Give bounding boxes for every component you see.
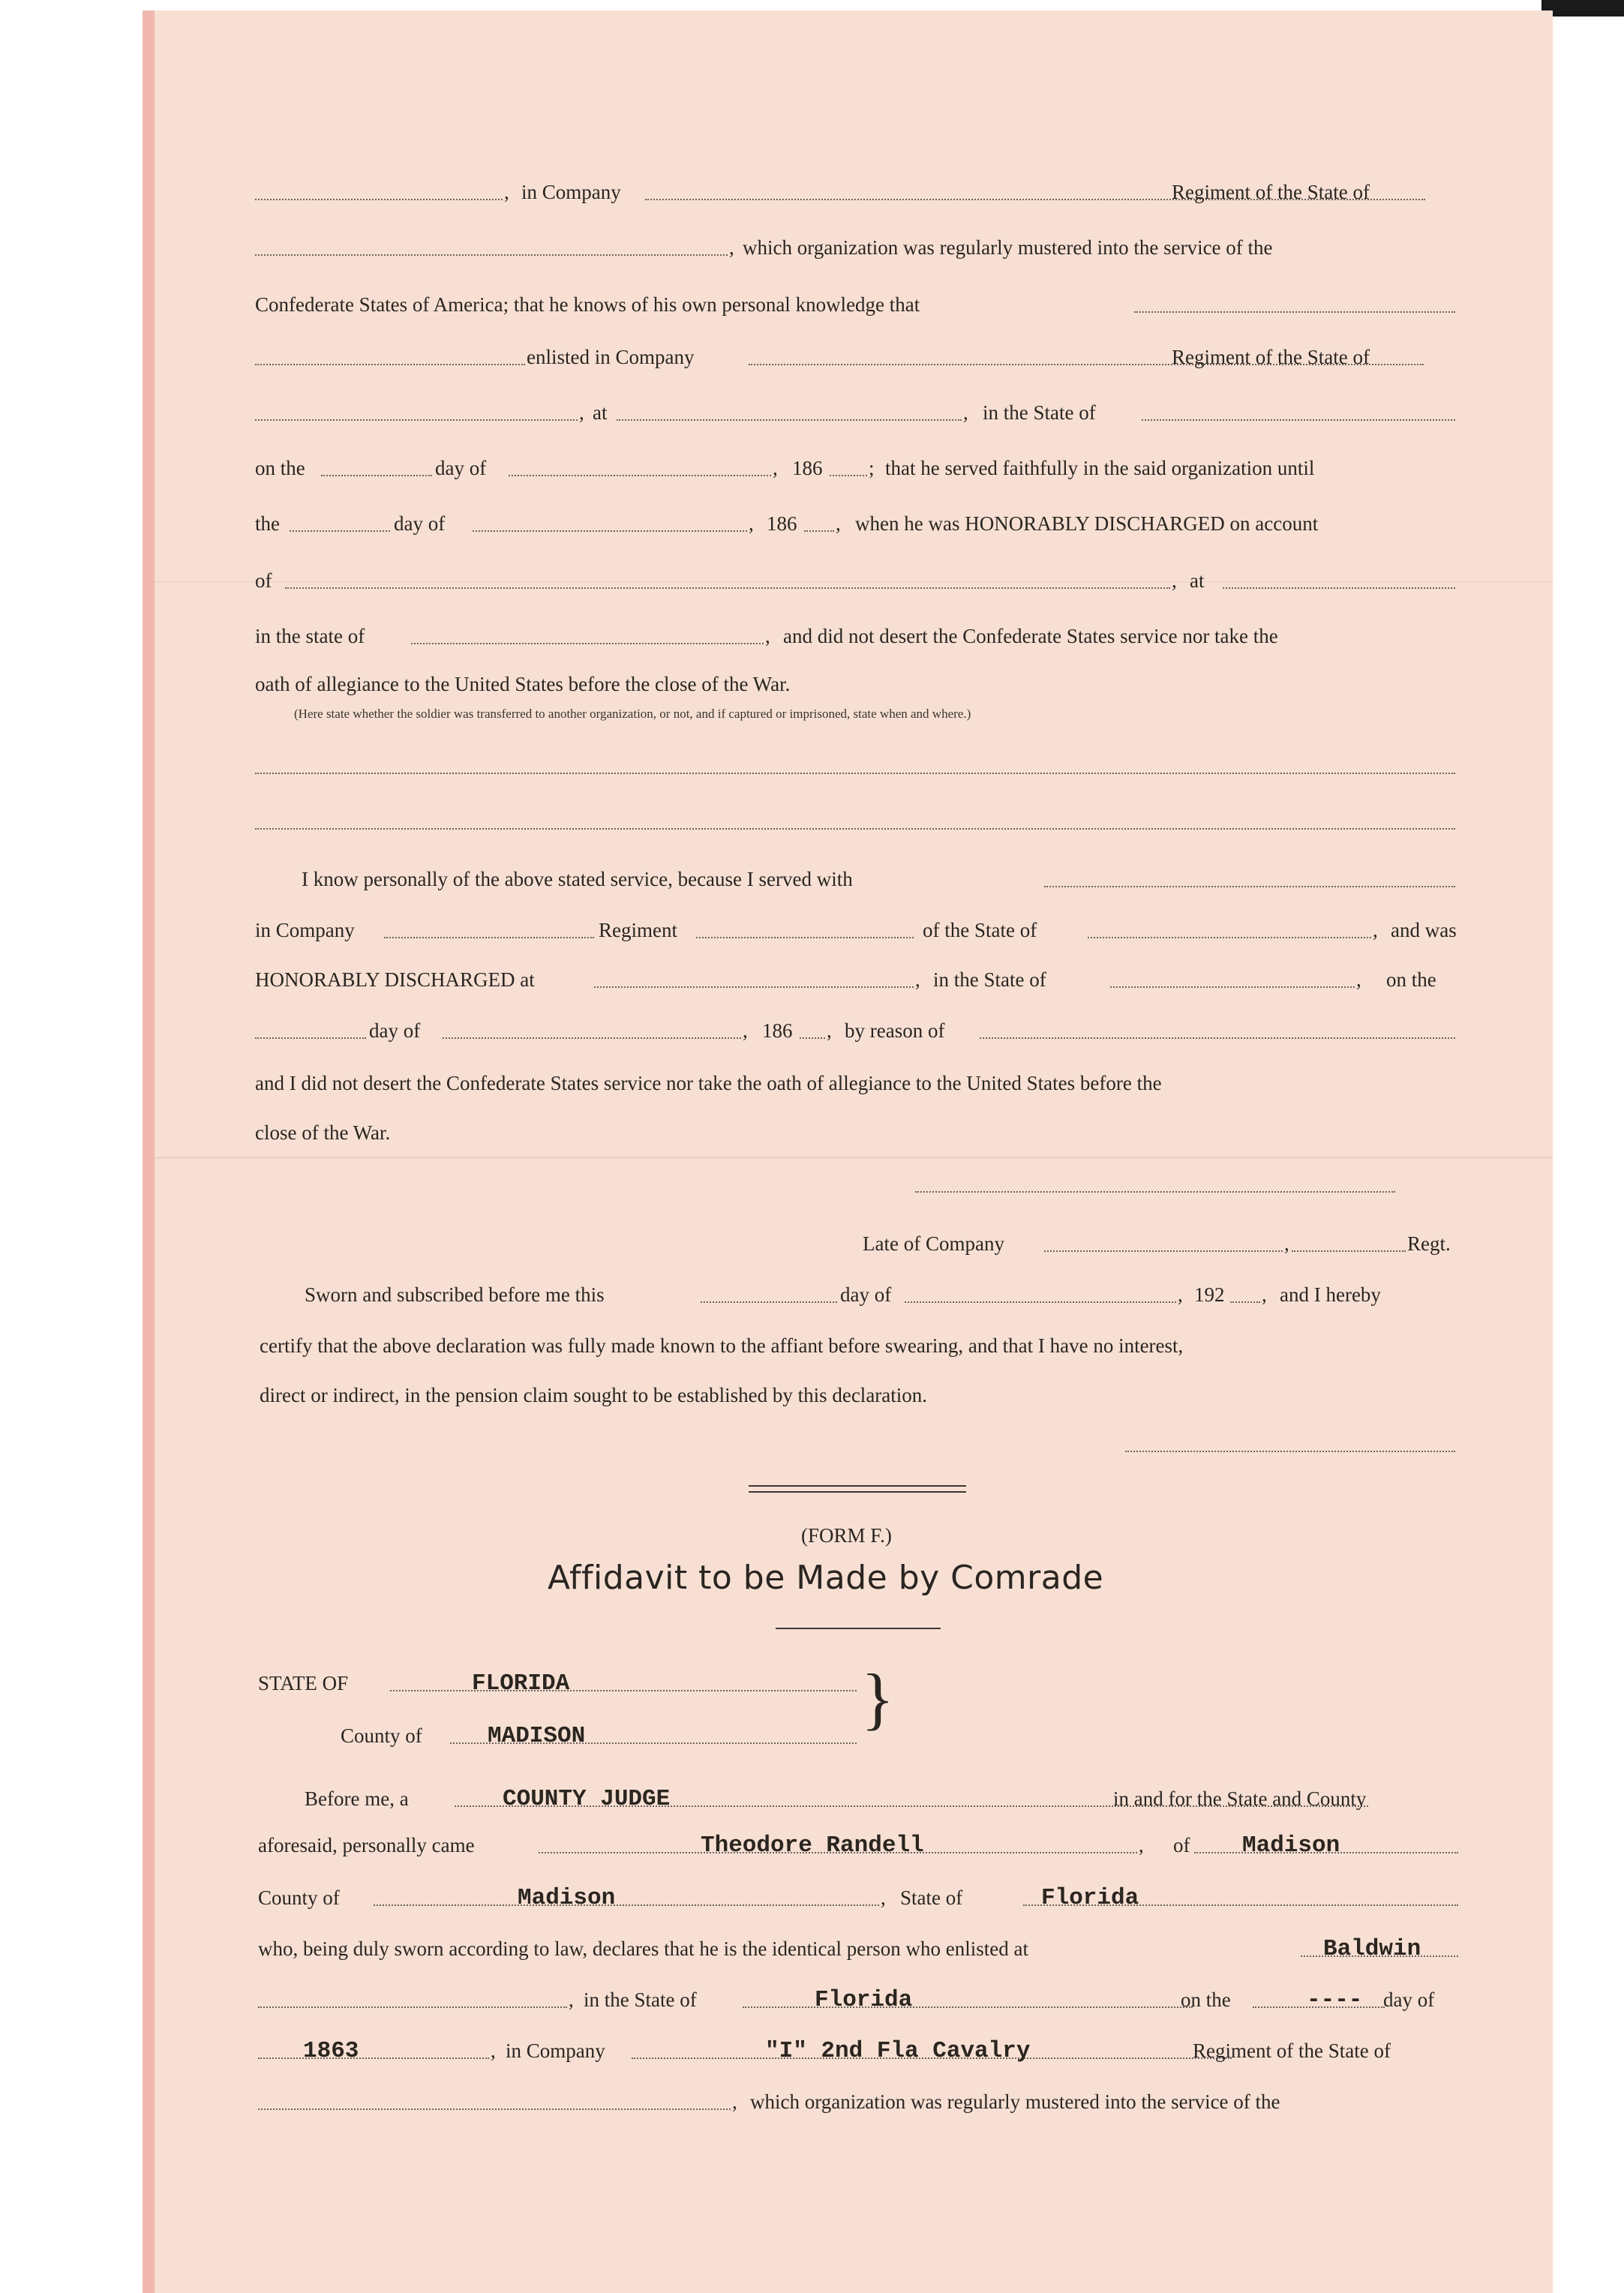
line-text: 186	[792, 457, 823, 479]
line-text: and did not desert the Confederate States service nor take the	[783, 625, 1278, 647]
form-line	[255, 1326, 1455, 1361]
form-line: day of , 186 , by reason of	[255, 1011, 1455, 1046]
line-text: by reason of	[845, 1019, 945, 1042]
line-text: Sworn and subscribed before me this	[305, 1283, 605, 1306]
form-line: , in Company Regiment of the State of	[255, 173, 1455, 207]
section-divider	[749, 1491, 966, 1493]
form-line	[255, 285, 1455, 320]
form-line: , in the State of Florida on the ---- day of	[258, 1980, 1458, 2015]
line-text: close of the War.	[255, 1121, 391, 1144]
filled-official: COUNTY JUDGE	[503, 1786, 671, 1812]
line-text: Regiment	[599, 919, 677, 941]
line-text: who, being duly sworn according to law, declares that he is the identical person who enlisted at	[258, 1937, 1028, 1960]
form-line: in the state of , and did not desert the Confederate States service nor take the	[255, 625, 1278, 647]
form-line	[258, 1716, 873, 1751]
filled-state2: Florida	[1041, 1885, 1139, 1911]
form-line	[255, 338, 1455, 372]
line-text: that he served faithfully in the said organization until	[885, 457, 1315, 479]
form-line	[255, 860, 1455, 894]
form-line: , which organization was regularly mustered into the service of the	[258, 2082, 1458, 2117]
form-line	[258, 1664, 873, 1698]
title-rule	[776, 1628, 941, 1629]
line-text: County of	[341, 1724, 422, 1747]
line-text: Late of Company	[863, 1232, 1004, 1255]
form-line: , 1863 in Company "I" 2nd Fla Cavalry Regiment of the State of	[258, 2031, 1458, 2066]
line-text: and was	[1391, 919, 1457, 941]
line-text: Before me, a	[305, 1787, 409, 1810]
line-text: which organization was regularly mustered into the service of the	[743, 236, 1273, 259]
line-text: oath of allegiance to the United States before the close of the War.	[255, 673, 791, 695]
line-text: on the	[1181, 1988, 1231, 2011]
form-line: , at , in the State of	[255, 393, 1455, 428]
instruction-note: (Here state whether the soldier was transferred to another organization, or not, and if captured or imprisoned, state when and where.)	[294, 707, 971, 721]
line-text: in Company	[521, 181, 621, 203]
line-text: when he was HONORABLY DISCHARGED on account	[855, 512, 1319, 535]
line-text: at	[1190, 569, 1205, 592]
blank-line	[255, 773, 1455, 774]
line-text: Regiment of the State of	[1172, 181, 1370, 203]
fold-crease	[155, 1157, 1553, 1159]
line-text: the	[255, 512, 280, 535]
form-line: on the day of , 186 ; that he served faithfully in the said organization until	[255, 457, 1315, 479]
paper-edge	[143, 11, 155, 2293]
line-text: 192	[1194, 1283, 1225, 1306]
filled-enlist-state: Florida	[815, 1987, 913, 2013]
form-line: aforesaid, personally came , Theodore Randell of Madison	[258, 1826, 1458, 1860]
line-text: and I hereby	[1280, 1283, 1381, 1306]
filled-company-regiment: "I" 2nd Fla Cavalry	[765, 2038, 1031, 2064]
section-divider	[749, 1485, 966, 1487]
line-text: of	[1173, 1834, 1190, 1856]
filled-enlist-year: 1863	[303, 2038, 359, 2064]
line-text: in Company	[255, 919, 355, 941]
line-text: direct or indirect, in the pension claim sought to be established by this declaration.	[260, 1384, 928, 1406]
filled-comrade: Theodore Randell	[701, 1832, 924, 1859]
line-text: County of	[258, 1886, 340, 1909]
line-text: Regiment of the State of	[1193, 2039, 1391, 2062]
line-text: I know personally of the above stated service, because I served with	[302, 868, 853, 890]
form-line	[258, 1929, 1458, 1964]
line-text: aforesaid, personally came	[258, 1834, 475, 1856]
line-text: State of	[900, 1886, 963, 1909]
form-line: HONORABLY DISCHARGED at , in the State of , on the	[255, 968, 1436, 991]
form-line: of , at	[255, 561, 1455, 596]
line-text: day of	[1383, 1988, 1435, 2011]
form-line	[255, 665, 1455, 699]
line-text: and I did not desert the Confederate States service nor take the oath of allegiance to the United States before the	[255, 1072, 1162, 1094]
line-text: of the State of	[923, 919, 1037, 941]
form-line: County of , Madison State of Florida	[258, 1878, 1458, 1913]
form-label: (FORM F.)	[801, 1524, 892, 1547]
line-text: certify that the above declaration was fully made known to the affiant before swearing, and that I have no interest,	[260, 1334, 1184, 1357]
filled-of-place: Madison	[1242, 1832, 1340, 1859]
line-text: in the State of	[933, 968, 1046, 991]
line-text: in Company	[506, 2039, 605, 2062]
line-text: day of	[435, 457, 487, 479]
filled-county2: Madison	[518, 1885, 616, 1911]
line-text: which organization was regularly mustered into the service of the	[750, 2090, 1280, 2113]
bracket: }	[861, 1660, 895, 1736]
line-text: day of	[840, 1283, 892, 1306]
form-line	[258, 1779, 1458, 1814]
form-line	[255, 1113, 1455, 1148]
line-text: 186	[767, 512, 797, 535]
line-text: at	[593, 401, 608, 424]
blank-line	[255, 828, 1455, 830]
filled-state: FLORIDA	[472, 1670, 570, 1697]
form-line	[255, 1064, 1455, 1098]
filled-enlist-day: ----	[1307, 1987, 1363, 2013]
filled-county: MADISON	[488, 1723, 586, 1749]
line-text: on the	[1386, 968, 1436, 991]
line-text: HONORABLY DISCHARGED at	[255, 968, 535, 991]
line-text: on the	[255, 457, 305, 479]
blank-line	[915, 1191, 1395, 1193]
line-text: in and for the State and County	[1113, 1787, 1367, 1810]
form-line: the day of , 186 , when he was HONORABLY DISCHARGED on account	[255, 512, 1319, 535]
form-line: in Company Regiment of the State of , and was	[255, 919, 1457, 941]
line-text: in the State of	[584, 1988, 697, 2011]
line-text: Regt.	[1407, 1232, 1451, 1255]
form-title: Affidavit to be Made by Comrade	[548, 1559, 1104, 1597]
line-text: in the state of	[255, 625, 365, 647]
form-line: Late of Company , Regt.	[863, 1232, 1451, 1255]
form-line: Sworn and subscribed before me this day of , 192 , and I hereby	[305, 1283, 1381, 1306]
scan-background	[1560, 0, 1624, 2293]
signature-line	[1125, 1451, 1455, 1452]
scan-shadow	[1541, 0, 1624, 17]
form-line: , which organization was regularly mustered into the service of the	[255, 228, 1455, 263]
line-text: day of	[394, 512, 446, 535]
line-text: in the State of	[983, 401, 1096, 424]
line-text: Confederate States of America; that he knows of his own personal knowledge that	[255, 293, 920, 316]
line-text: STATE OF	[258, 1672, 349, 1694]
filled-enlist-place: Baldwin	[1323, 1936, 1421, 1962]
line-text: of	[255, 569, 272, 592]
line-text: day of	[369, 1019, 421, 1042]
line-text: 186	[762, 1019, 793, 1042]
line-text: Regiment of the State of	[1172, 346, 1370, 368]
form-line	[255, 1376, 1455, 1410]
line-text: enlisted in Company	[527, 346, 695, 368]
